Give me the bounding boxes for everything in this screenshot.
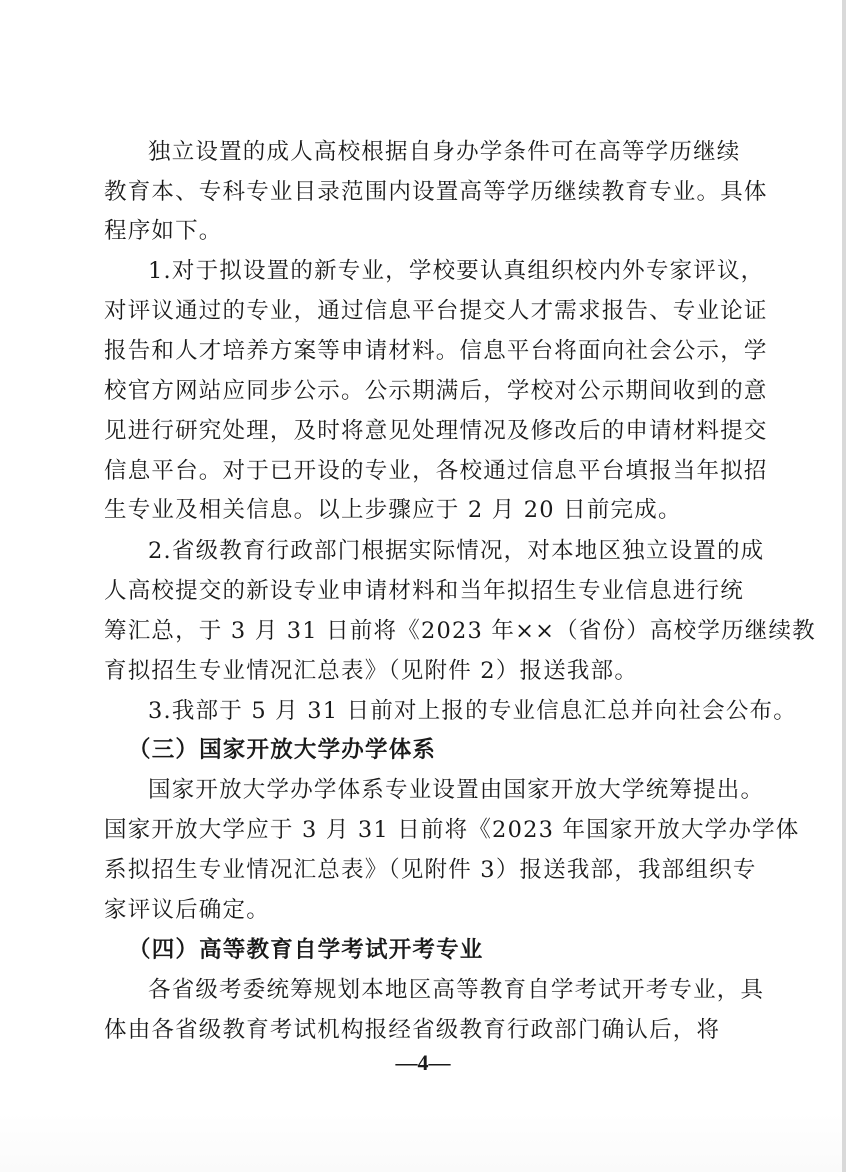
paragraph-line: 生专业及相关信息。以上步骤应于 2 月 20 日前完成。 <box>104 497 682 523</box>
page-number: —4— <box>395 1050 451 1075</box>
section-heading: （三）国家开放大学办学体系 <box>128 737 437 763</box>
paragraph-line: 教育本、专科专业目录范围内设置高等学历继续教育专业。具体 <box>104 179 768 205</box>
paragraph-line: 人高校提交的新设专业申请材料和当年拟招生专业信息进行统 <box>104 578 744 604</box>
paragraph-line: 程序如下。 <box>104 218 223 244</box>
paragraph-line: 筹汇总，于 3 月 31 日前将《2023 年××（省份）高校学历继续教 <box>104 618 816 644</box>
paragraph-line: 系拟招生专业情况汇总表》（见附件 3）报送我部，我部组织专 <box>104 857 757 883</box>
paragraph-line: 1.对于拟设置的新专业，学校要认真组织校内外专家评议， <box>148 258 765 284</box>
paragraph-line: 家评议后确定。 <box>104 897 270 923</box>
paragraph-line: 育拟招生专业情况汇总表》（见附件 2）报送我部。 <box>104 658 639 684</box>
paragraph-line: 体由各省级教育考试机构报经省级教育行政部门确认后，将 <box>104 1017 721 1043</box>
paragraph-line: 信息平台。对于已开设的专业，各校通过信息平台填报当年拟招 <box>104 458 768 484</box>
paragraph-line: 见进行研究处理，及时将意见处理情况及修改后的申请材料提交 <box>104 418 768 444</box>
paragraph-line: 报告和人才培养方案等申请材料。信息平台将面向社会公示，学 <box>104 338 768 364</box>
page-edge-border <box>842 0 846 1172</box>
section-heading: （四）高等教育自学考试开考专业 <box>128 937 484 963</box>
paragraph-line: 国家开放大学应于 3 月 31 日前将《2023 年国家开放大学办学体 <box>104 817 800 843</box>
paragraph-line: 3.我部于 5 月 31 日前对上报的专业信息汇总并向社会公布。 <box>148 698 797 724</box>
paragraph-line: 2.省级教育行政部门根据实际情况，对本地区独立设置的成 <box>148 538 765 564</box>
paragraph-line: 对评议通过的专业，通过信息平台提交人才需求报告、专业论证 <box>104 298 768 324</box>
paragraph-line: 独立设置的成人高校根据自身办学条件可在高等学历继续 <box>148 139 741 165</box>
paragraph-line: 国家开放大学办学体系专业设置由国家开放大学统筹提出。 <box>148 777 765 803</box>
paragraph-line: 校官方网站应同步公示。公示期满后，学校对公示期间收到的意 <box>104 378 768 404</box>
paragraph-line: 各省级考委统筹规划本地区高等教育自学考试开考专业，具 <box>148 977 765 1003</box>
